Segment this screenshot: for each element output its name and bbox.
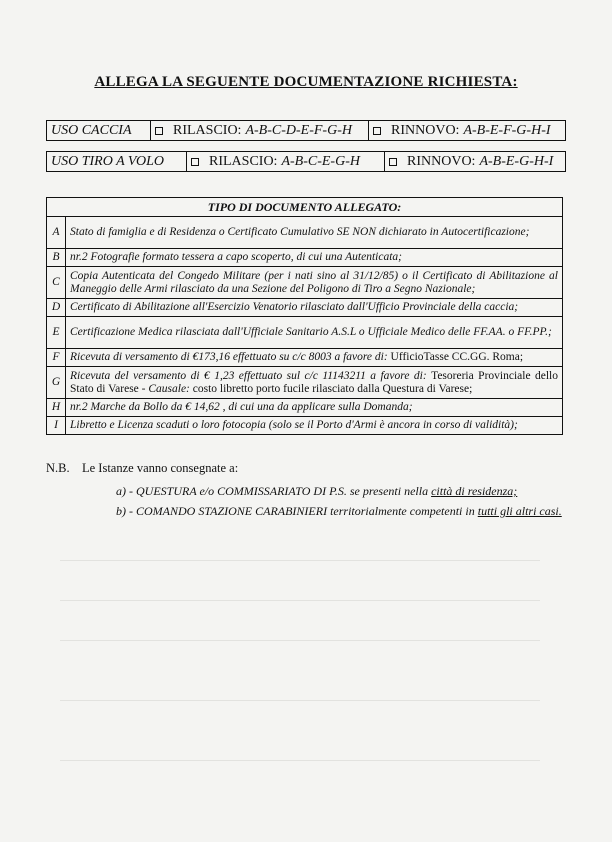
- table-row: [47, 367, 563, 399]
- row-text: [66, 367, 563, 399]
- page-title: ALLEGA LA SEGUENTE DOCUMENTAZIONE RICHIESTA:: [94, 74, 518, 90]
- row-text: Copia Autenticata del Congedo Militare (per i nati sino al 31/12/85) o il Certificato di Abilitazione al Maneggio delle Armi rilasciato da una Sezione del Poligono di Tiro a Segno Nazionale;: [66, 267, 563, 299]
- row-text: Certificato di Abilitazione all'Esercizio Venatorio rilasciato dall'Ufficio Provinciale della caccia;: [66, 299, 563, 317]
- rinnovo-value: A-B-E-F-G-H-I: [463, 122, 551, 138]
- nb-text: Le Istanze vanno consegnate a:: [82, 461, 239, 475]
- table-row: [47, 349, 563, 367]
- document-table: [46, 197, 563, 435]
- show-through-header: [258, 26, 260, 36]
- table-header: TIPO DI DOCUMENTO ALLEGATO:: [47, 198, 563, 217]
- uso-caccia-label: USO CACCIA: [51, 122, 132, 138]
- rinnovo-key: RINNOVO:: [407, 153, 476, 169]
- row-text-part: Ricevuta del versamento di € 1,23 effettuato sul c/c 11143211 a favore di:: [70, 369, 432, 382]
- row-letter: B: [47, 249, 66, 267]
- nb-label: N.B.: [46, 461, 70, 475]
- row-letter: F: [47, 349, 66, 367]
- row-text: Certificazione Medica rilasciata dall'Ufficiale Sanitario A.S.L o Ufficiale Medico delle FF.AA. o FF.PP.;: [66, 317, 563, 349]
- uso-caccia-rinnovo-cell: [369, 121, 565, 140]
- uso-tiro-rinnovo-cell: [385, 152, 565, 171]
- table-row: [47, 267, 563, 299]
- table-row: [47, 249, 563, 267]
- rinnovo-checkbox[interactable]: [373, 127, 381, 135]
- table-header-row: [47, 198, 563, 217]
- table-row: [47, 317, 563, 349]
- show-through-line: [60, 560, 540, 561]
- rilascio-value: A-B-C-D-E-F-G-H: [245, 122, 352, 138]
- delivery-option-b: [116, 504, 562, 519]
- option-a-underlined: città di residenza;: [431, 484, 518, 498]
- uso-tiro-label-cell: [47, 152, 187, 171]
- show-through-line: [60, 640, 540, 641]
- show-through-line: [60, 760, 540, 761]
- row-letter: G: [47, 367, 66, 399]
- rinnovo-checkbox[interactable]: [389, 158, 397, 166]
- row-letter: C: [47, 267, 66, 299]
- row-text-part: costo libretto porto fucile rilasciato dalla Questura di Varese;: [192, 382, 473, 395]
- rilascio-key: RILASCIO:: [173, 122, 242, 138]
- table-row: [47, 217, 563, 249]
- option-b-text: b) - COMANDO STAZIONE CARABINIERI territorialmente competenti in: [116, 504, 478, 518]
- rinnovo-value: A-B-E-G-H-I: [479, 153, 554, 169]
- uso-tiro-rilascio-cell: [187, 152, 385, 171]
- row-text: nr.2 Marche da Bollo da € 14,62 , di cui una da applicare sulla Domanda;: [66, 399, 563, 417]
- delivery-option-a: [116, 484, 517, 499]
- uso-tiro-row: [46, 151, 566, 172]
- row-text-part: Tesoreria Provinciale dello Stato di Varese -: [70, 369, 558, 395]
- option-a-text: a) - QUESTURA e/o COMMISSARIATO DI P.S. se presenti nella: [116, 484, 432, 498]
- show-through-line: [60, 600, 540, 601]
- rilascio-value: A-B-C-E-G-H: [281, 153, 360, 169]
- uso-tiro-label: USO TIRO A VOLO: [51, 153, 165, 169]
- uso-caccia-row: [46, 120, 566, 141]
- row-text: Stato di famiglia e di Residenza o Certificato Cumulativo SE NON dichiarato in Autocertificazione;: [66, 217, 563, 249]
- show-through-line: [60, 700, 540, 701]
- row-text-part: UfficioTasse CC.GG. Roma;: [390, 351, 524, 363]
- row-text: [66, 349, 563, 367]
- rilascio-key: RILASCIO:: [209, 153, 278, 169]
- row-letter: E: [47, 317, 66, 349]
- rilascio-checkbox[interactable]: [155, 127, 163, 135]
- uso-caccia-rilascio-cell: [151, 121, 369, 140]
- rinnovo-key: RINNOVO:: [391, 122, 460, 138]
- table-row: [47, 299, 563, 317]
- option-b-underlined: tutti gli altri casi.: [477, 504, 562, 518]
- uso-caccia-label-cell: [47, 121, 151, 140]
- row-letter: D: [47, 299, 66, 317]
- row-letter: I: [47, 417, 66, 435]
- table-row: [47, 417, 563, 435]
- row-letter: H: [47, 399, 66, 417]
- row-letter: A: [47, 217, 66, 249]
- nb-note: [46, 461, 238, 476]
- rilascio-checkbox[interactable]: [191, 158, 199, 166]
- row-text: Libretto e Licenza scaduti o loro fotocopia (solo se il Porto d'Armi è ancora in corso di validità);: [66, 417, 563, 435]
- table-row: [47, 399, 563, 417]
- row-text-part: Ricevuta di versamento di €173,16 effettuato su c/c 8003 a favore di:: [70, 351, 391, 363]
- row-text-part: Causale:: [148, 382, 193, 395]
- row-text: nr.2 Fotografie formato tessera a capo scoperto, di cui una Autenticata;: [66, 249, 563, 267]
